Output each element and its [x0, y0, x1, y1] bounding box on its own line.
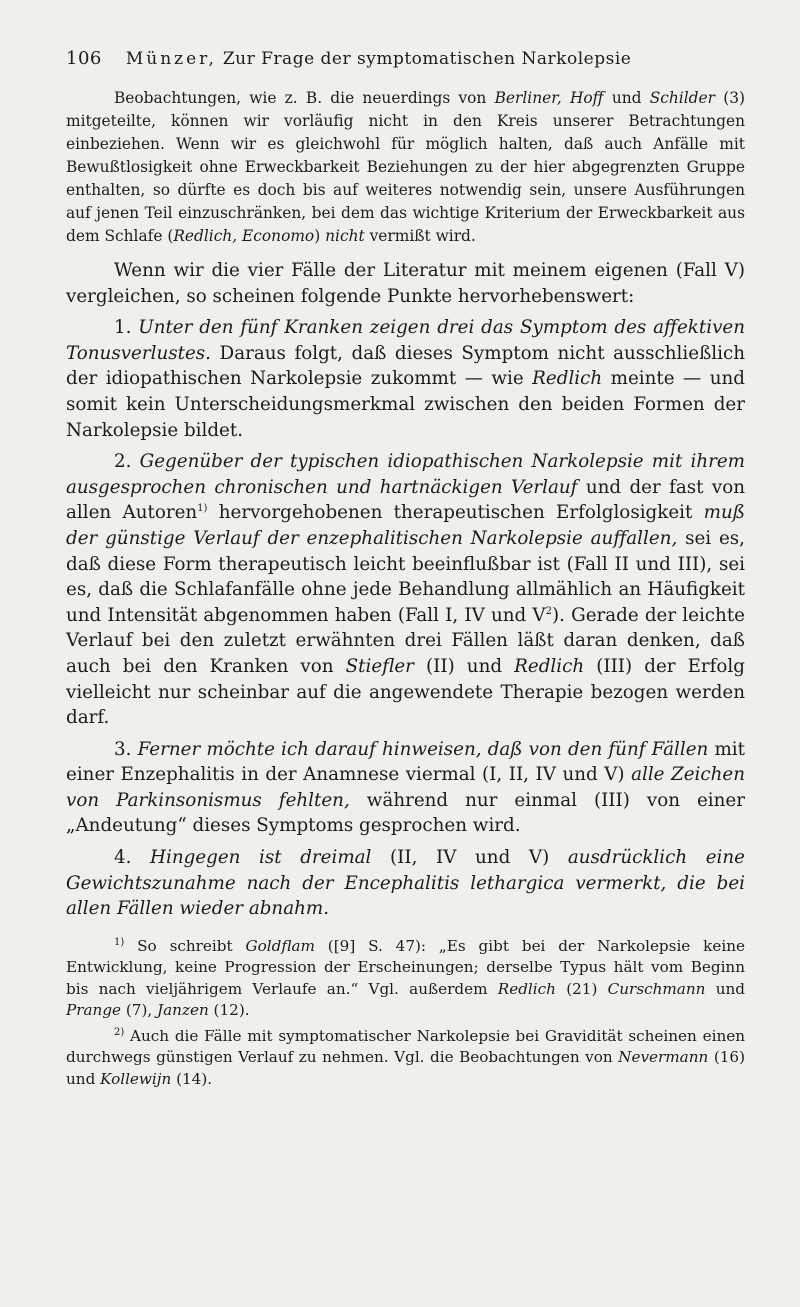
point-1 — [66, 315, 745, 443]
text: (14). — [171, 1069, 213, 1088]
author-name: Curschmann — [607, 979, 706, 998]
emphasis: muß der günstige Verlauf der enzephalitischen Narkolepsie auffallen, — [66, 502, 745, 549]
text: Daraus folgt, daß dieses Symptom nicht ausschließlich der idiopathischen Narkolepsie zukommt — wie — [66, 342, 745, 390]
footnote-mark: 2) — [114, 1026, 125, 1038]
text: Beobachtungen, wie z. B. die neuerdings von — [114, 89, 495, 107]
author-name: Redlich — [532, 368, 603, 390]
point-3 — [66, 737, 745, 839]
text: und — [603, 89, 650, 107]
main-text — [66, 258, 745, 922]
emphasis: Hingegen ist dreimal — [150, 847, 372, 869]
emphasis: Gegenüber der typischen idiopathischen Narkolepsie mit ihrem ausgesprochen chronischen und hartnäckigen Verlauf — [66, 451, 745, 498]
text: (21) — [555, 979, 608, 998]
text: (12). — [208, 1001, 250, 1020]
footnote-2 — [66, 1026, 745, 1091]
text: sei es, daß diese Form therapeutisch leicht beeinflußbar ist (Fall II und III), sei es, daß die Schlafanfälle ohne jede Behandlung allmählich an Häufigkeit und Intensität abgenommen haben (Fall I, IV und V — [66, 527, 745, 626]
author-name: Berliner, Hoff — [494, 89, 604, 107]
text: meinte — und somit kein Unterscheidungsmerkmal zwischen den beiden Formen der Narkolepsie bildet. — [66, 368, 745, 441]
page-number: 106 — [66, 48, 102, 69]
text: So schreibt — [124, 936, 246, 955]
running-head-title: Zur Frage der symptomatischen Narkolepsie — [222, 49, 632, 69]
point-number: 2. — [114, 451, 140, 473]
emphasis: Unter den fünf Kranken zeigen drei das Symptom des affektiven Tonusverlustes. — [66, 317, 745, 364]
author-name: Nevermann — [618, 1048, 709, 1067]
running-head-author: Münzer, — [125, 49, 217, 69]
text: und der fast von allen Autoren — [66, 476, 745, 524]
point-number: 1. — [114, 317, 139, 339]
text: (3) mitgeteilte, können wir vorläufig nicht in den Kreis unserer Betrachtungen einbeziehen. Wenn wir es gleichwohl für möglich halten, daß auch Anfälle mit Bewußtlosigkeit ohne Erweckbarkeit Beziehungen zu der hier abgegrenzten Gruppe enthalten, so dürfte es doch bis auf weiteres notwendig sein, unsere Ausführungen auf jenen Teil einzuschränken, bei dem das wichtige Kriterium der Erweckbarkeit aus dem Schlafe ( — [66, 89, 745, 245]
text: (II, IV und V) — [371, 847, 568, 869]
text: und — [705, 979, 745, 998]
footnote-1 — [66, 936, 745, 1022]
footnote-ref: 2 — [545, 605, 552, 617]
text: vermißt wird. — [364, 227, 476, 245]
author-name: Redlich — [514, 655, 585, 677]
emphasis: alle Zeichen von Parkinsonismus fehlten, — [66, 764, 745, 811]
point-number: 3. — [114, 738, 138, 760]
author-name: Janzen — [157, 1001, 209, 1020]
author-name: Goldflam — [245, 936, 315, 955]
point-4 — [66, 845, 745, 922]
text: hervorgehobenen therapeutischen Erfolglosigkeit — [207, 502, 704, 524]
point-number: 4. — [114, 847, 151, 869]
text: (16) und — [66, 1048, 745, 1088]
author-name: Redlich — [497, 979, 556, 998]
emphasis: nicht — [325, 227, 365, 245]
intro-paragraph — [66, 87, 745, 248]
author-name: Redlich, Economo — [173, 227, 315, 245]
point-2 — [66, 449, 745, 731]
text: mit einer Enzephalitis in der Anamnese viermal (I, II, IV und V) — [66, 738, 745, 786]
text: (III) der Erfolg vielleicht nur scheinbar auf die angewendete Therapie bezogen werden darf. — [66, 655, 745, 729]
text: (II) und — [413, 655, 515, 677]
text: Auch die Fälle mit symptomatischer Narkolepsie bei Gravidität scheinen einen durchwegs günstigen Verlauf zu nehmen. Vgl. die Beobachtungen von — [66, 1026, 745, 1067]
text: ). Gerade der leichte Verlauf bei den zuletzt erwähnten drei Fällen läßt daran denken, daß auch bei den Kranken von — [66, 604, 745, 677]
lead-paragraph: Wenn wir die vier Fälle der Literatur mit meinem eigenen (Fall V) vergleichen, so scheinen folgende Punkte hervorhebenswert: — [66, 260, 745, 307]
emphasis: ausdrücklich eine Gewichtszunahme nach der Encephalitis lethargica vermerkt, die bei allen Fällen wieder abnahm. — [66, 847, 745, 920]
text: ) — [314, 227, 326, 245]
running-head — [66, 48, 745, 69]
text: während nur einmal (III) von einer „Andeutung“ dieses Symptoms gesprochen wird. — [66, 789, 745, 837]
author-name: Kollewijn — [100, 1069, 172, 1088]
author-name: Schilder — [649, 89, 715, 107]
author-name: Prange — [66, 1001, 122, 1020]
author-name: Stiefler — [345, 655, 414, 677]
emphasis: Ferner möchte ich darauf hinweisen, daß von den fünf Fällen — [137, 738, 709, 760]
footnote-mark: 1) — [114, 936, 125, 948]
text: ([9] S. 47): „Es gibt bei der Narkolepsie keine Entwicklung, keine Progression der Erscheinungen; derselbe Typus hält vom Beginn bis nach vieljährigem Verlaufe an.“ Vgl. außerdem — [66, 936, 745, 998]
text: (7), — [121, 1001, 158, 1020]
footnote-ref: 1) — [197, 503, 208, 515]
